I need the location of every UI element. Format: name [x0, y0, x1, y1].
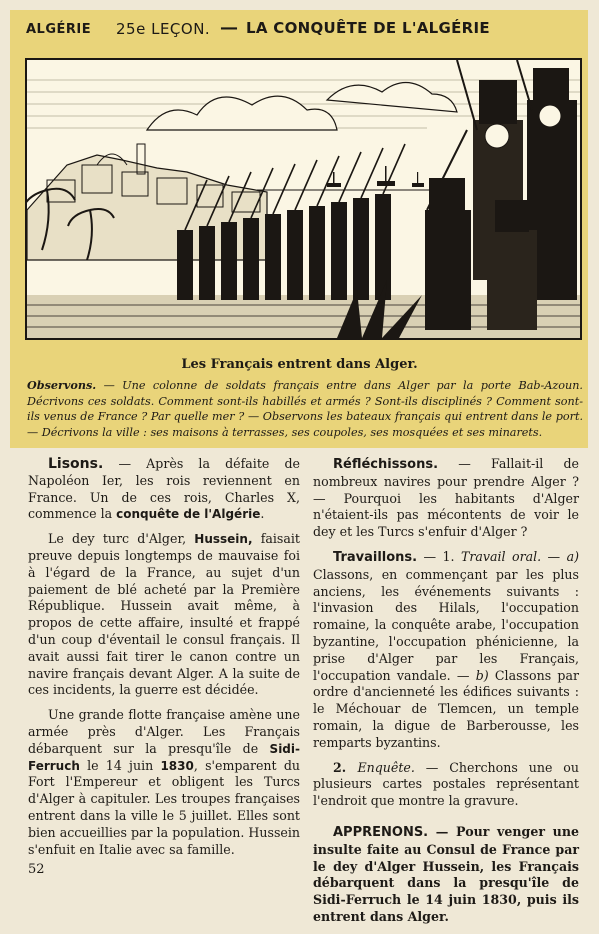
work-lead: Travaillons.: [333, 549, 418, 565]
lisons-text-b: .: [260, 506, 265, 522]
enquete-number: 2.: [333, 759, 358, 775]
work-a-text: Classons, en commençant par les plus anciens, les événements suivants : l'invasion des Hilals, l'occupation romaine, la conquête arabe, l'occupation byzantine, l'occupation phénicienne, la prise d'Alger par les Français, l'occupation vandale. —: [313, 566, 579, 683]
reflect-paragraph: [313, 456, 579, 541]
observe-paragraph: [27, 378, 583, 440]
landing-paragraph: [28, 707, 300, 858]
work-number: — 1.: [417, 548, 461, 564]
enquete-text: — Cherchons une ou plusieurs cartes postales représentant l'endroit que montre la gravure.: [313, 759, 579, 809]
reflect-text: — Fallait-il de nombreux navires pour prendre Alger ? — Pourquoi les habitants d'Alger n'étaient-ils pas mécontents de voir le dey et les Turcs s'enfuir d'Alger ?: [313, 456, 579, 540]
page-number: 52: [28, 862, 45, 877]
landing-text-c: , s'emparent du Fort l'Empereur et obligent les Turcs d'Alger à capituler. Les troupes françaises entrent dans la ville le 5 juillet. Elles sont bien accueillies par la population. Hussein s'enfuit en Italie avec sa famille.: [28, 757, 300, 857]
learn-paragraph: [313, 824, 579, 926]
hussein-text-a: Le dey turc d'Alger,: [48, 531, 195, 547]
hussein-paragraph: [28, 531, 300, 699]
right-column: [313, 456, 579, 934]
landing-text-b: le 14 juin: [79, 757, 161, 773]
lisons-lead: Lisons.: [48, 456, 104, 472]
enquete-label: Enquête.: [357, 759, 415, 775]
engraving-drawing: [27, 60, 580, 338]
engraving-illustration: [25, 58, 582, 340]
lesson-title: LA CONQUÊTE DE L'ALGÉRIE: [246, 19, 490, 37]
lisons-paragraph: [28, 456, 300, 523]
lesson-number: 25e LEÇON.: [116, 20, 211, 38]
work-oral-label: Travail oral.: [460, 548, 542, 564]
observe-text: — Une colonne de soldats français entre dans Alger par la porte Bab-Azoun. Décrivons ces soldats. Comment sont-ils habillés et armés ? Sont-ils disciplinés ? Comment sont-ils venus de France ? Par quelle mer ? — Observons les bateaux français qui entrent dans le port. — Décrivons la ville : ses maisons à terrasses, ses coupoles, ses mosquées et ses minarets.: [27, 379, 583, 439]
keyword-conquest: conquête de l'Algérie: [116, 507, 261, 522]
illustration-caption: Les Français entrent dans Alger.: [181, 357, 418, 372]
learn-lead: APPRENONS.: [333, 824, 429, 840]
work-b-text: Classons par ordre d'ancienneté les édifices suivants : le Méchouar de Tlemcen, un temple romain, la digue de Barberousse, les remparts byzantins.: [313, 667, 579, 750]
work-paragraph: [313, 549, 579, 752]
lisons-text-a: — Après la défaite de Napoléon Ier, les rois reviennent en France. Un de ces rois, Charles X, commence la: [28, 456, 300, 522]
hussein-text-b: faisait preuve depuis longtemps de mauvaise foi à l'égard de la France, au sujet d'un paiement de blé acheté par la Première République. Hussein avait même, à propos de cette affaire, insulté et frappé d'un coup d'éventail le consul français. Il avait aussi fait tirer le canon contre un navire français devant Alger. A la suite de ces incidents, la guerre est décidée.: [28, 531, 300, 698]
keyword-hussein: Hussein,: [194, 532, 253, 547]
learn-text: — Pour venger une insulte faite au Consul de France par le dey d'Alger Hussein, les Français débarquent dans la presqu'île de Sidi-Ferruch le 14 juin 1830, puis ils entrent dans Alger.: [313, 823, 579, 924]
section-label: ALGÉRIE: [26, 22, 92, 37]
reflect-lead: Réfléchissons.: [333, 457, 439, 472]
observe-lead: Observons.: [27, 378, 97, 392]
work-b-marker: b): [475, 667, 489, 683]
keyword-sidi-ferruch: Sidi-Ferruch: [28, 741, 300, 773]
keyword-1830: 1830: [160, 758, 194, 773]
landing-text-a: Une grande flotte française amène une armée près d'Alger. Les Français débarquent sur la presqu'île de: [28, 707, 300, 756]
work-a-marker: — a): [541, 548, 579, 564]
enquete-paragraph: [313, 760, 579, 810]
header-dash: —: [220, 17, 238, 38]
left-column: [28, 456, 300, 866]
